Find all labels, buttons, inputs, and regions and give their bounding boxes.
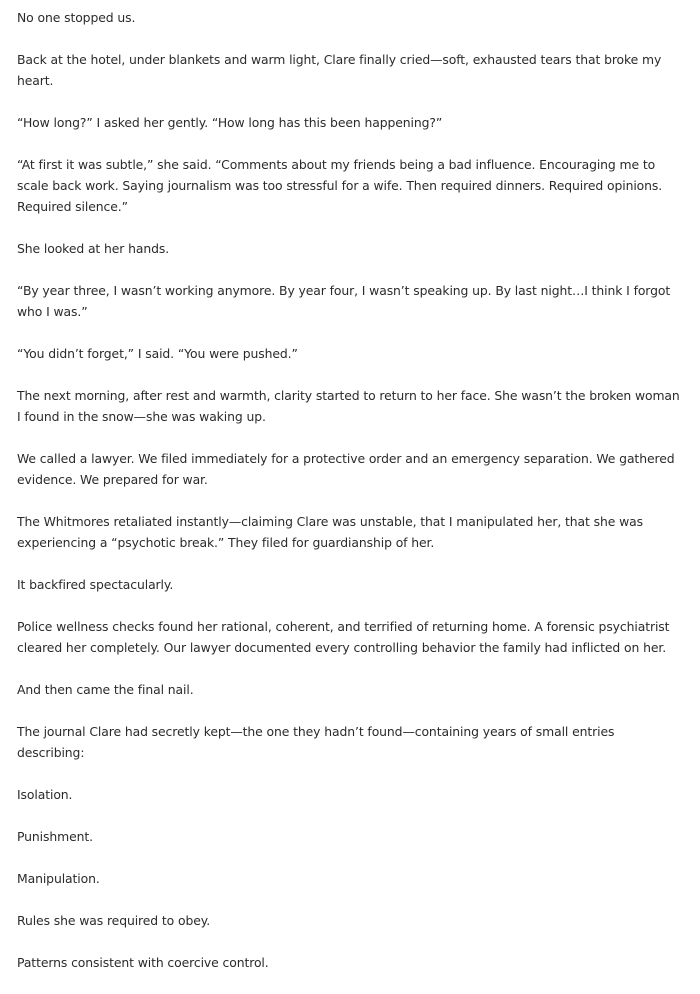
- paragraph: Back at the hotel, under blankets and warm light, Clare finally cried—soft, exhausted tears that broke my heart.: [17, 52, 662, 88]
- paragraph: The Whitmores retaliated instantly—claiming Clare was unstable, that I manipulated her, that she was experiencing a “psychotic break.” They filed for guardianship of her.: [17, 514, 643, 550]
- paragraph: The journal Clare had secretly kept—the one they hadn’t found—containing years of small entries describing:: [17, 724, 615, 760]
- paragraph: The next morning, after rest and warmth, clarity started to return to her face. She wasn’t the broken woman I found in the snow—she was waking up.: [17, 388, 680, 424]
- paragraph: We called a lawyer. We filed immediately for a protective order and an emergency separation. We gathered evidence. We prepared for war.: [17, 451, 675, 487]
- list-item: Isolation.: [17, 787, 73, 802]
- article-body: [17, 7, 681, 994]
- paragraph: And then came the final nail.: [17, 682, 194, 697]
- paragraph: “How long?” I asked her gently. “How long has this been happening?”: [17, 115, 443, 130]
- paragraph: Police wellness checks found her rational, coherent, and terrified of returning home. A forensic psychiatrist cleared her completely. Our lawyer documented every controlling behavior the family had inflicted on her.: [17, 619, 670, 655]
- paragraph: “At first it was subtle,” she said. “Comments about my friends being a bad influence. Encouraging me to scale back work. Saying journalism was too stressful for a wife. Then required dinners. Required opinions. Required silence.”: [17, 157, 663, 214]
- paragraph: It backfired spectacularly.: [17, 577, 174, 592]
- paragraph: “By year three, I wasn’t working anymore. By year four, I wasn’t speaking up. By last night…I think I forgot who I was.”: [17, 283, 671, 319]
- paragraph: She looked at her hands.: [17, 241, 170, 256]
- paragraph: “You didn’t forget,” I said. “You were pushed.”: [17, 346, 298, 361]
- paragraph: No one stopped us.: [17, 10, 136, 25]
- list-item: Rules she was required to obey.: [17, 913, 211, 928]
- list-item: Punishment.: [17, 829, 93, 844]
- list-item: Patterns consistent with coercive control.: [17, 955, 269, 970]
- list-item: Manipulation.: [17, 871, 100, 886]
